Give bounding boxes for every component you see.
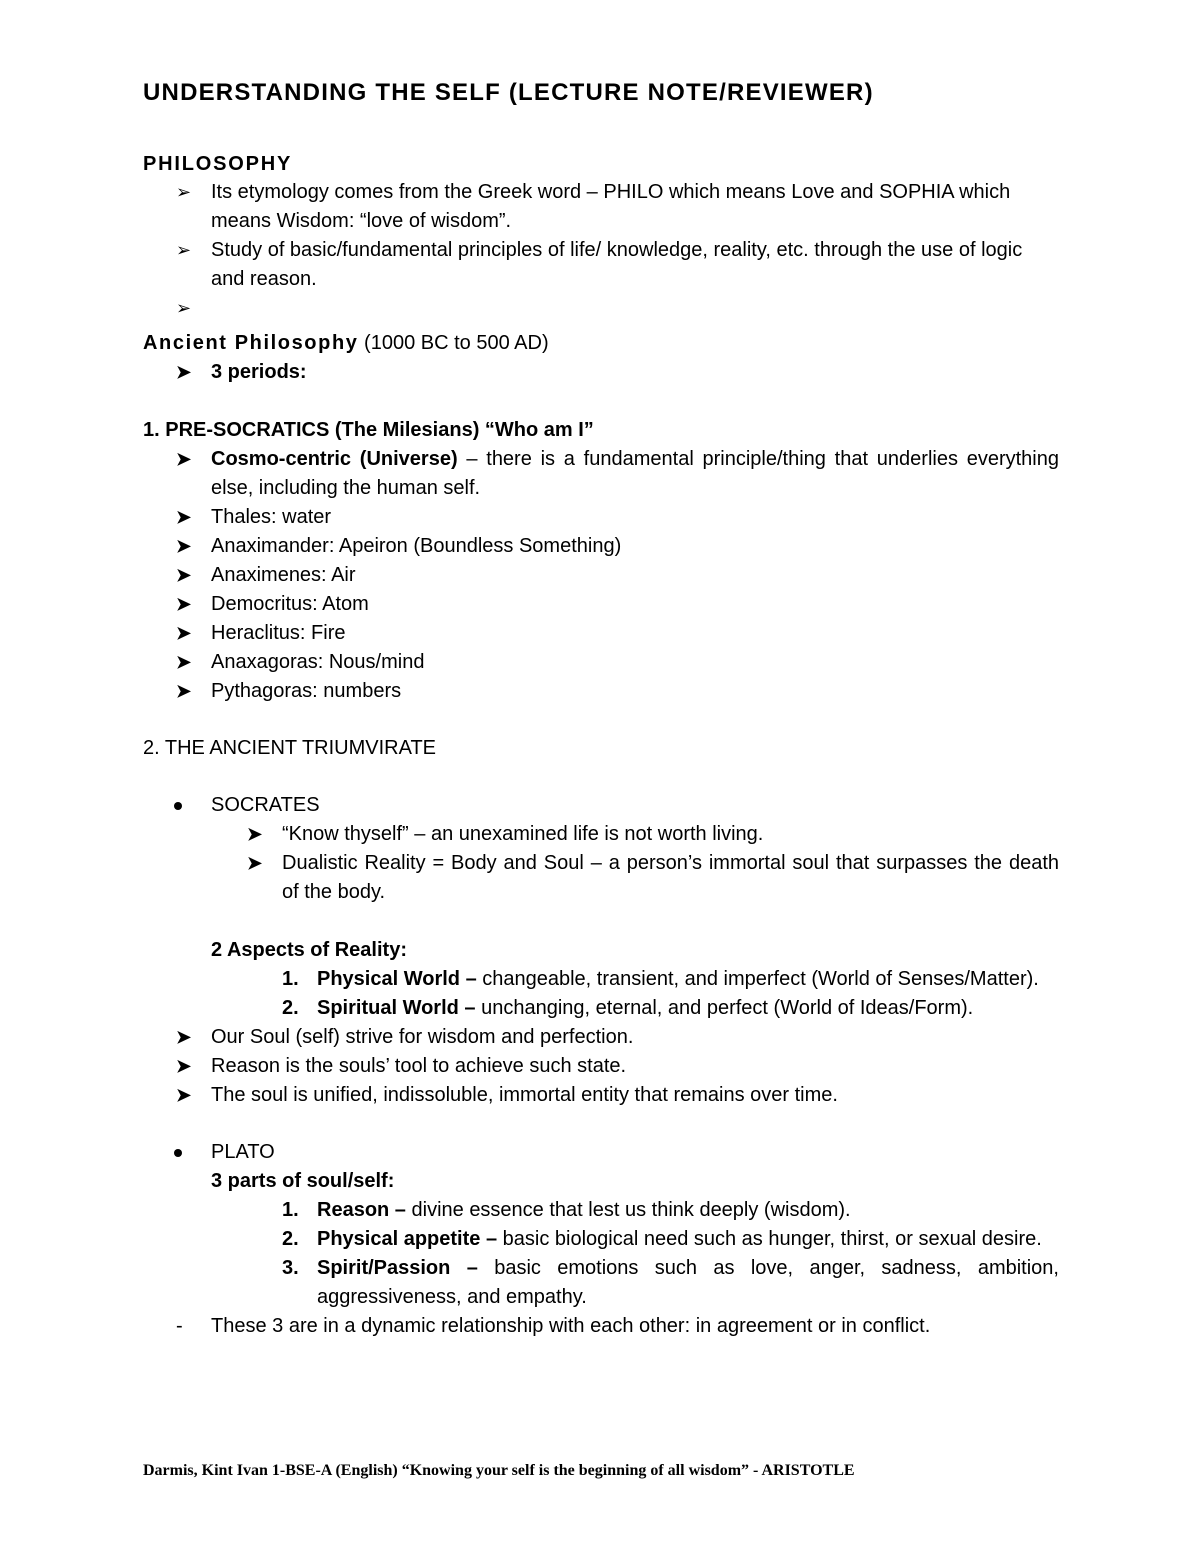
list-item: ➤ Anaximander: Apeiron (Boundless Something) <box>143 532 1059 561</box>
dot-bullet-icon <box>174 1149 182 1157</box>
arrow-bullet-icon: ➤ <box>176 594 192 614</box>
section-heading-philosophy: PHILOSOPHY <box>143 153 293 175</box>
arrow-bullet-icon: ➤ <box>176 652 192 672</box>
list-item <box>143 294 1059 323</box>
arrow-bullet-icon: ➤ <box>176 623 192 643</box>
list-item: ➢ Study of basic/fundamental principles of life/ knowledge, reality, etc. through the use of logic and reason. <box>143 236 1059 294</box>
page-footer: Darmis, Kint Ivan 1-BSE-A (English) “Knowing your self is the beginning of all wisdom” - ARISTOTLE <box>143 1462 855 1479</box>
list-item: ➤ Reason is the souls’ tool to achieve such state. <box>143 1052 1059 1081</box>
list-item: ➢ Its etymology comes from the Greek word – PHILO which means Love and SOPHIA which means Wisdom: “love of wisdom”. <box>143 178 1059 236</box>
arrow-bullet-icon: ➤ <box>176 507 192 527</box>
plato-parts-heading: 3 parts of soul/self: <box>211 1170 395 1192</box>
list-item: ➤ Anaximenes: Air <box>143 561 1059 590</box>
arrow-bullet-icon: ➤ <box>176 536 192 556</box>
list-item: ➤ 3 periods: <box>143 358 1059 387</box>
list-item: ➤ The soul is unified, indissoluble, immortal entity that remains over time. <box>143 1081 1059 1110</box>
list-item: 1. Physical World – changeable, transient, and imperfect (World of Senses/Matter). <box>282 968 1039 990</box>
arrow-bullet-icon: ➤ <box>176 362 192 382</box>
list-item: - These 3 are in a dynamic relationship with each other: in agreement or in conflict. <box>143 1312 1059 1341</box>
arrow-bullet-icon: ➢ <box>176 298 192 318</box>
list-item: ➤ Thales: water <box>143 503 1059 532</box>
arrow-bullet-icon: ➤ <box>176 681 192 701</box>
list-item: 2. Physical appetite – basic biological need such as hunger, thirst, or sexual desire. <box>282 1228 1042 1250</box>
list-item: PLATO <box>143 1138 1059 1167</box>
list-item: ➤ Our Soul (self) strive for wisdom and perfection. <box>143 1023 1059 1052</box>
arrow-bullet-icon: ➤ <box>176 1085 192 1105</box>
list-item: ➤ Cosmo-centric (Universe) – there is a fundamental principle/thing that underlies everything else, including the human self. <box>143 445 1059 503</box>
section-heading-presocratics: 1. PRE-SOCRATICS (The Milesians) “Who am I” <box>143 419 594 441</box>
arrow-bullet-icon: ➤ <box>176 565 192 585</box>
list-item: ➤ “Know thyself” – an unexamined life is not worth living. <box>143 820 1059 849</box>
ancient-heading: Ancient Philosophy <box>143 332 359 354</box>
arrow-bullet-icon: ➢ <box>176 182 192 202</box>
list-item: SOCRATES <box>143 791 1059 820</box>
ancient-range: (1000 BC to 500 AD) <box>364 332 549 354</box>
list-item: ➤ Anaxagoras: Nous/mind <box>143 648 1059 677</box>
list-item: ➤ Pythagoras: numbers <box>143 677 1059 706</box>
section-heading-triumvirate: 2. THE ANCIENT TRIUMVIRATE <box>143 737 437 759</box>
list-item: 2. Spiritual World – unchanging, eternal, and perfect (World of Ideas/Form). <box>282 997 974 1019</box>
list-item: ➤ Democritus: Atom <box>143 590 1059 619</box>
arrow-bullet-icon: ➤ <box>176 1027 192 1047</box>
arrow-bullet-icon: ➤ <box>247 824 263 844</box>
list-item: ➤ Heraclitus: Fire <box>143 619 1059 648</box>
arrow-bullet-icon: ➢ <box>176 240 192 260</box>
arrow-bullet-icon: ➤ <box>176 449 192 469</box>
list-item: ➤ Dualistic Reality = Body and Soul – a person’s immortal soul that surpasses the death of the body. <box>143 849 1059 907</box>
document-page <box>143 70 1059 1341</box>
dot-bullet-icon <box>174 802 182 810</box>
list-item: 3. Spirit/Passion – basic emotions such as love, anger, sadness, ambition, aggressiveness, and empathy. <box>282 1257 1059 1308</box>
list-item: 1. Reason – divine essence that lest us think deeply (wisdom). <box>282 1199 851 1221</box>
section-heading-ancient <box>143 329 1059 358</box>
arrow-bullet-icon: ➤ <box>176 1056 192 1076</box>
dash-bullet-icon: - <box>176 1315 183 1337</box>
arrow-bullet-icon: ➤ <box>247 853 263 873</box>
aspects-heading: 2 Aspects of Reality: <box>211 939 407 961</box>
page-title: UNDERSTANDING THE SELF (LECTURE NOTE/REVIEWER) <box>143 79 874 106</box>
